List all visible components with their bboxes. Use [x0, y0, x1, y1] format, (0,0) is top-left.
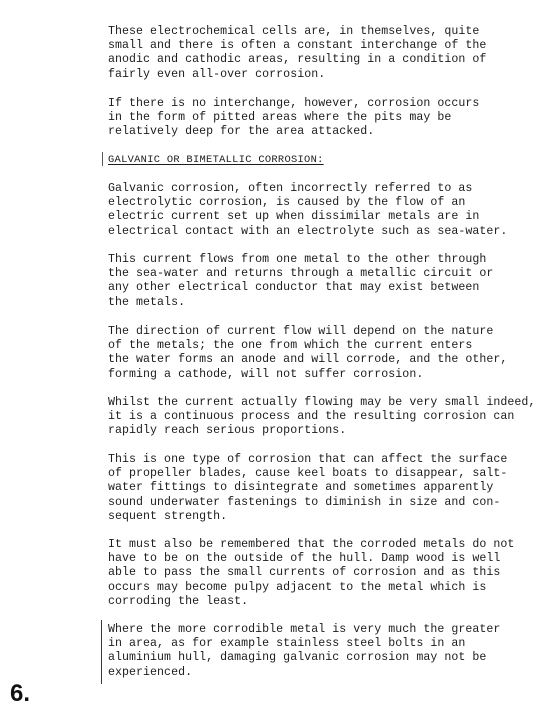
paragraph-current-direction: [108, 325, 507, 382]
text-line: occurs may become pulpy adjacent to the metal which is: [108, 580, 487, 594]
text-line: the water forms an anode and will corrode, and the other,: [108, 353, 508, 367]
text-line: These electrochemical cells are, in themselves, quite: [108, 25, 480, 38]
text-line: Galvanic corrosion, often incorrectly referred to as: [108, 182, 473, 195]
paragraph-current-flow: [108, 253, 493, 310]
margin-bar: [101, 620, 102, 684]
section-heading: GALVANIC OR BIMETALLIC CORROSION:: [108, 154, 324, 166]
paragraph-electrochemical-cells: [108, 25, 486, 82]
paragraph-corrosion-effects: [108, 453, 507, 524]
text-line: sound underwater fastenings to diminish in size and con-: [108, 495, 501, 509]
text-line: it is a continuous process and the resulting corrosion can: [108, 410, 515, 424]
page-number: 6.: [10, 680, 31, 707]
text-line: electrical contact with an electrolyte such as sea-water.: [108, 224, 508, 238]
text-line: It must also be remembered that the corroded metals do not: [108, 538, 515, 551]
text-line: relatively deep for the area attacked.: [108, 125, 375, 139]
text-line: The direction of current flow will depend on the nature: [108, 325, 494, 338]
paragraph-corrodible-metal: [108, 623, 500, 680]
text-line: fairly even all-over corrosion.: [108, 67, 326, 81]
paragraph-pitted-corrosion: [108, 97, 479, 140]
text-line: anodic and cathodic areas, resulting in a condition of: [108, 53, 487, 67]
text-line: aluminium hull, damaging galvanic corrosion may not be: [108, 651, 487, 665]
text-line: of propeller blades, cause keel boats to disappear, salt-: [108, 467, 508, 481]
paragraph-inside-hull: [108, 538, 514, 609]
text-line: electric current set up when dissimilar metals are in: [108, 210, 480, 224]
text-line: the sea-water and returns through a metallic circuit or: [108, 267, 494, 281]
paragraph-continuous-process: [108, 396, 535, 439]
text-line: water fittings to disintegrate and sometimes apparently: [108, 481, 494, 495]
text-line: Whilst the current actually flowing may be very small indeed,: [108, 396, 536, 409]
text-line: Where the more corrodible metal is very much the greater: [108, 623, 501, 636]
text-line: have to be on the outside of the hull. Damp wood is well: [108, 552, 501, 566]
text-line: small and there is often a constant interchange of the: [108, 39, 487, 53]
text-line: forming a cathode, will not suffer corrosion.: [108, 367, 424, 381]
text-line: any other electrical conductor that may exist between: [108, 281, 480, 295]
text-line: of the metals; the one from which the current enters: [108, 339, 473, 353]
text-line: experienced.: [108, 665, 193, 679]
text-line: rapidly reach serious proportions.: [108, 424, 347, 438]
text-line: corroding the least.: [108, 594, 249, 608]
text-line: in area, as for example stainless steel bolts in an: [108, 637, 466, 651]
text-line: electrolytic corrosion, is caused by the flow of an: [108, 196, 466, 210]
text-line: in the form of pitted areas where the pits may be: [108, 111, 452, 125]
text-line: If there is no interchange, however, corrosion occurs: [108, 97, 480, 110]
text-line: This is one type of corrosion that can affect the surface: [108, 453, 508, 466]
text-line: able to pass the small currents of corrosion and as this: [108, 566, 501, 580]
paragraph-galvanic-definition: [108, 182, 507, 239]
text-line: sequent strength.: [108, 509, 228, 523]
text-line: the metals.: [108, 295, 186, 309]
margin-tick: [102, 152, 103, 166]
text-line: This current flows from one metal to the other through: [108, 253, 487, 266]
